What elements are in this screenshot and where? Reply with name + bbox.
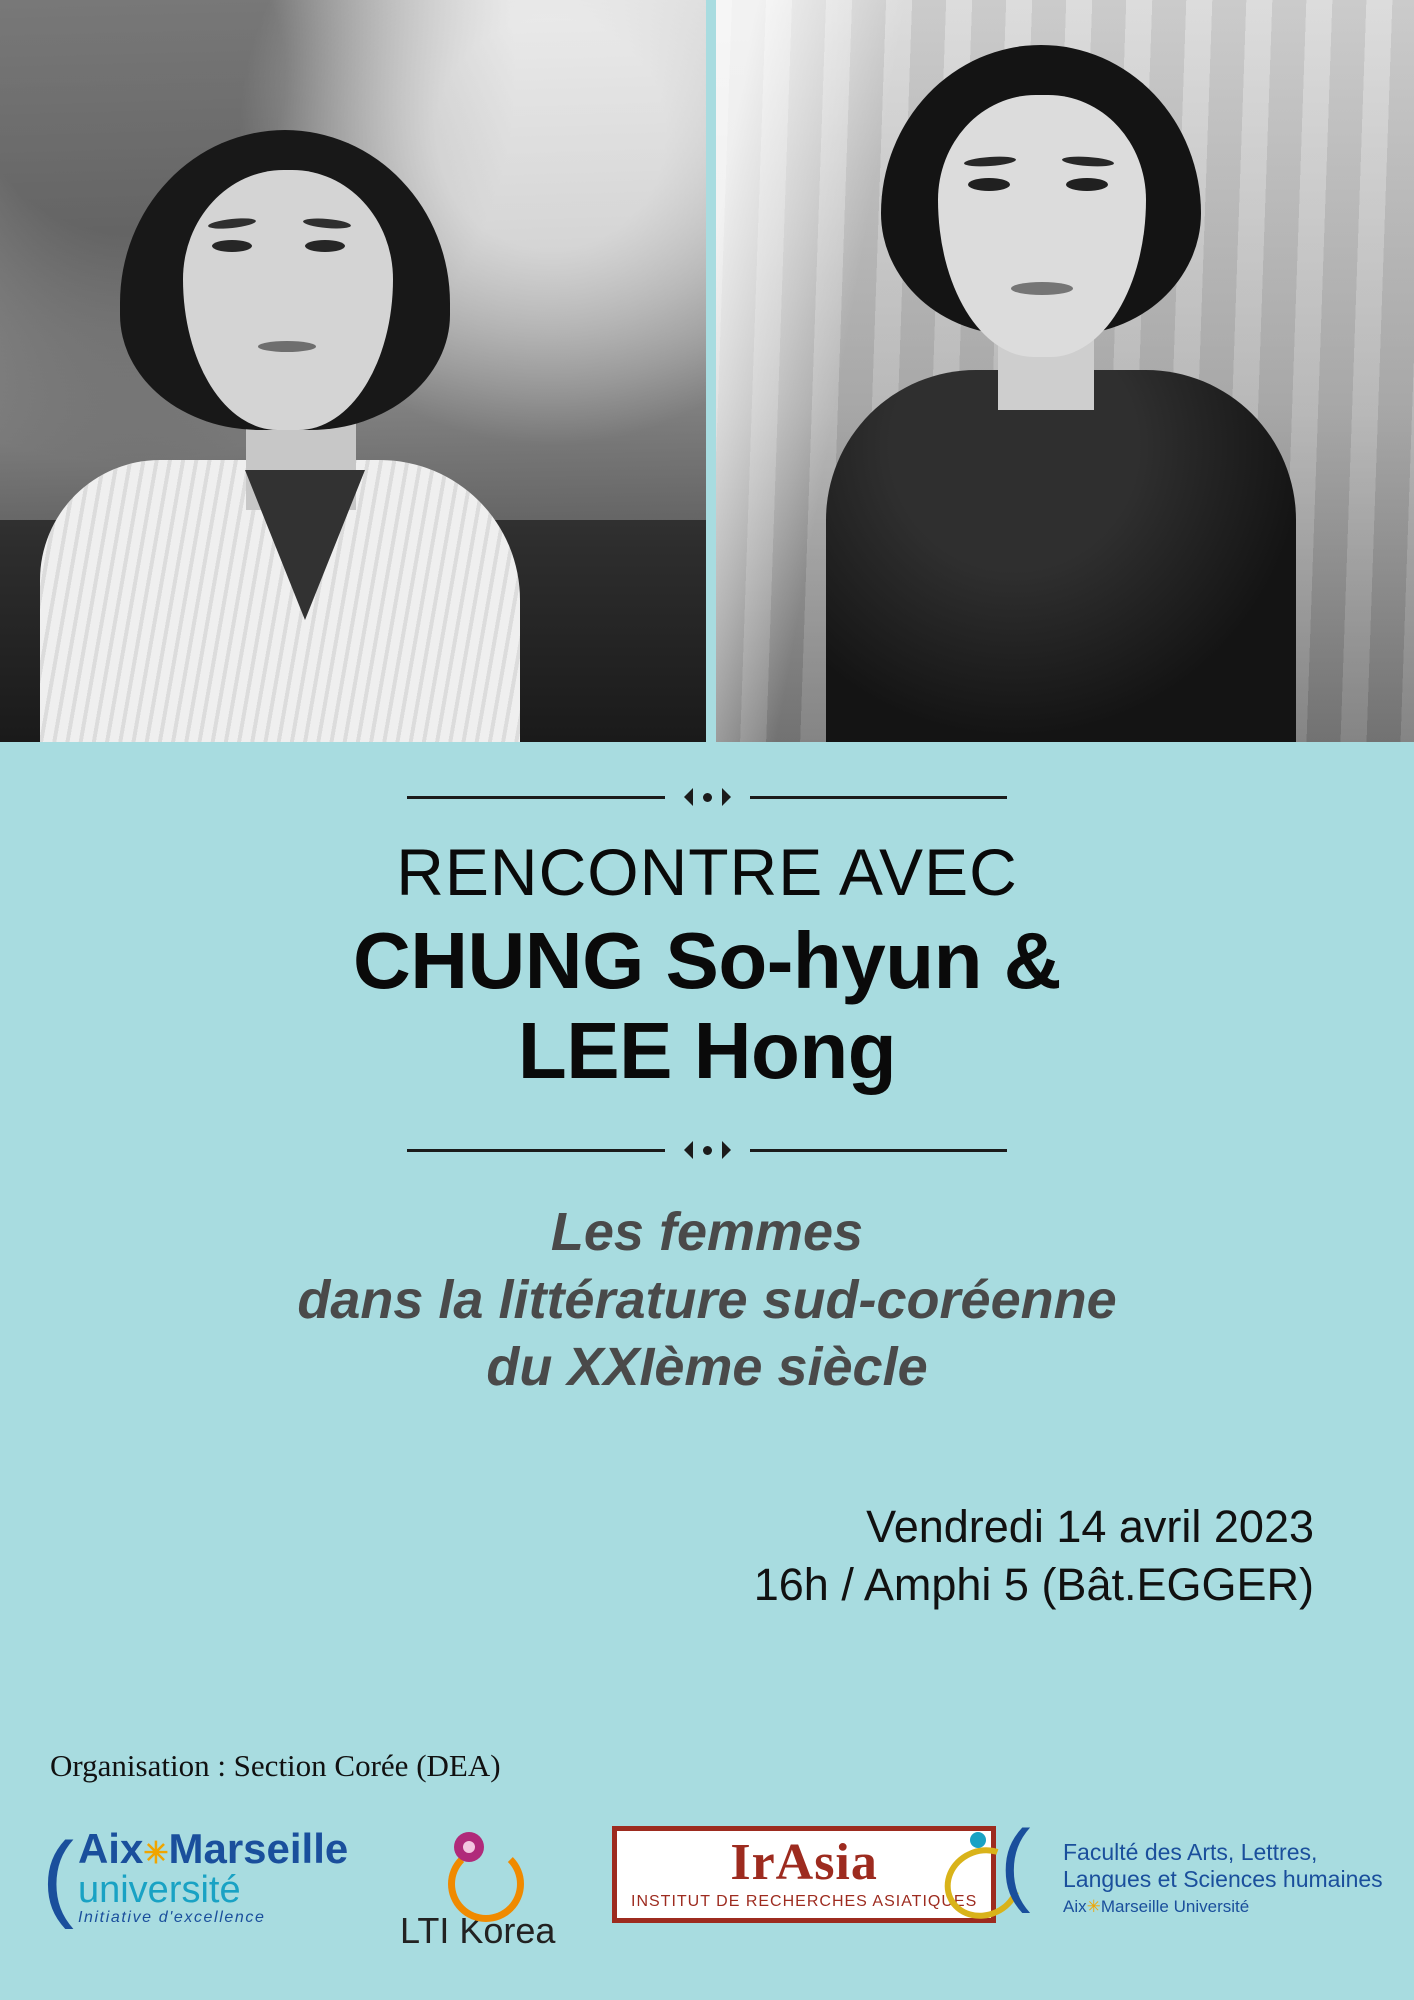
event-subtitle (60, 1199, 1354, 1402)
faculte-aix: Aix (1063, 1896, 1087, 1916)
divider-top (407, 788, 1007, 806)
photo-eye-right (305, 240, 345, 252)
lti-label: LTI Korea (400, 1910, 556, 1951)
photo-eye-right (1066, 178, 1108, 191)
amu-line-3: Initiative d'excellence (77, 1908, 266, 1926)
amu-text (77, 1825, 349, 1926)
photo-mouth (258, 341, 316, 352)
event-time-place: 16h / Amphi 5 (Bât.EGGER) (753, 1559, 1314, 1611)
photo-eye-left (968, 178, 1010, 191)
divider-dot-icon (703, 1146, 712, 1155)
divider-rule-left (407, 1149, 665, 1152)
photo-face (183, 170, 393, 430)
irasia-subtitle: INSTITUT DE RECHERCHES ASIATIQUES (631, 1893, 978, 1910)
logo-irasia (612, 1826, 996, 1923)
amu-marseille: Marseille (168, 1825, 349, 1872)
portrait-chung-so-hyun (0, 0, 706, 742)
lti-dot-icon (454, 1832, 484, 1862)
portrait-lee-hong (706, 0, 1414, 742)
title-line-2: LEE Hong (517, 1005, 897, 1095)
logo-aix-marseille-universite (42, 1822, 349, 1930)
divider-ornament-left-icon (675, 1141, 693, 1159)
divider-ornament-right-icon (722, 788, 740, 806)
event-datetime (60, 1498, 1354, 1615)
photo-mouth (1011, 282, 1073, 295)
divider-bottom (407, 1141, 1007, 1159)
logo-lti-korea (400, 1830, 555, 1952)
organisation-line: Organisation : Section Corée (DEA) (50, 1748, 501, 1783)
logo-row (0, 1812, 1414, 1983)
photo-turtleneck (826, 370, 1296, 742)
amu-line-2: université (77, 1868, 241, 1911)
amu-star-icon: ✳ (143, 1837, 169, 1870)
divider-rule-right (750, 1149, 1008, 1152)
logo-faculte-allsh (940, 1812, 1383, 1928)
photo-separator (706, 0, 716, 742)
faculte-line-2: Langues et Sciences humaines (1063, 1866, 1383, 1893)
faculte-paren-icon: ( (1000, 1812, 1031, 1914)
divider-ornament-left-icon (675, 788, 693, 806)
faculte-mark-icon (940, 1812, 1055, 1928)
faculte-marseille: Marseille Université (1100, 1896, 1250, 1916)
faculte-line-3 (1063, 1897, 1383, 1917)
lti-mark-icon (418, 1830, 538, 1908)
faculte-star-icon: ✳ (1086, 1896, 1101, 1916)
divider-rule-right (750, 796, 1008, 799)
divider-rule-left (407, 796, 665, 799)
poster-content (0, 788, 1414, 1615)
divider-ornament-right-icon (722, 1141, 740, 1159)
faculte-line-1: Faculté des Arts, Lettres, (1063, 1839, 1318, 1866)
irasia-title: IrAsia (730, 1834, 878, 1891)
title-line-1: CHUNG So-hyun & (352, 916, 1061, 1005)
amu-line-1 (77, 1825, 349, 1872)
faculte-text (1063, 1839, 1383, 1916)
photo-eye-left (212, 240, 252, 252)
title-kicker: RENCONTRE AVEC (396, 835, 1018, 909)
amu-paren-icon: ( (42, 1822, 74, 1930)
divider-dot-icon (703, 793, 712, 802)
subtitle-line-1: Les femmes (550, 1202, 864, 1263)
page-title (60, 916, 1354, 1095)
subtitle-line-2: dans la littérature sud-coréenne (297, 1269, 1117, 1330)
irasia-box (612, 1826, 996, 1923)
faculte-dot-icon (970, 1832, 986, 1848)
subtitle-line-3: du XXIème siècle (486, 1337, 928, 1398)
event-date: Vendredi 14 avril 2023 (866, 1500, 1314, 1552)
amu-aix: Aix (77, 1825, 144, 1872)
photo-band (0, 0, 1414, 742)
